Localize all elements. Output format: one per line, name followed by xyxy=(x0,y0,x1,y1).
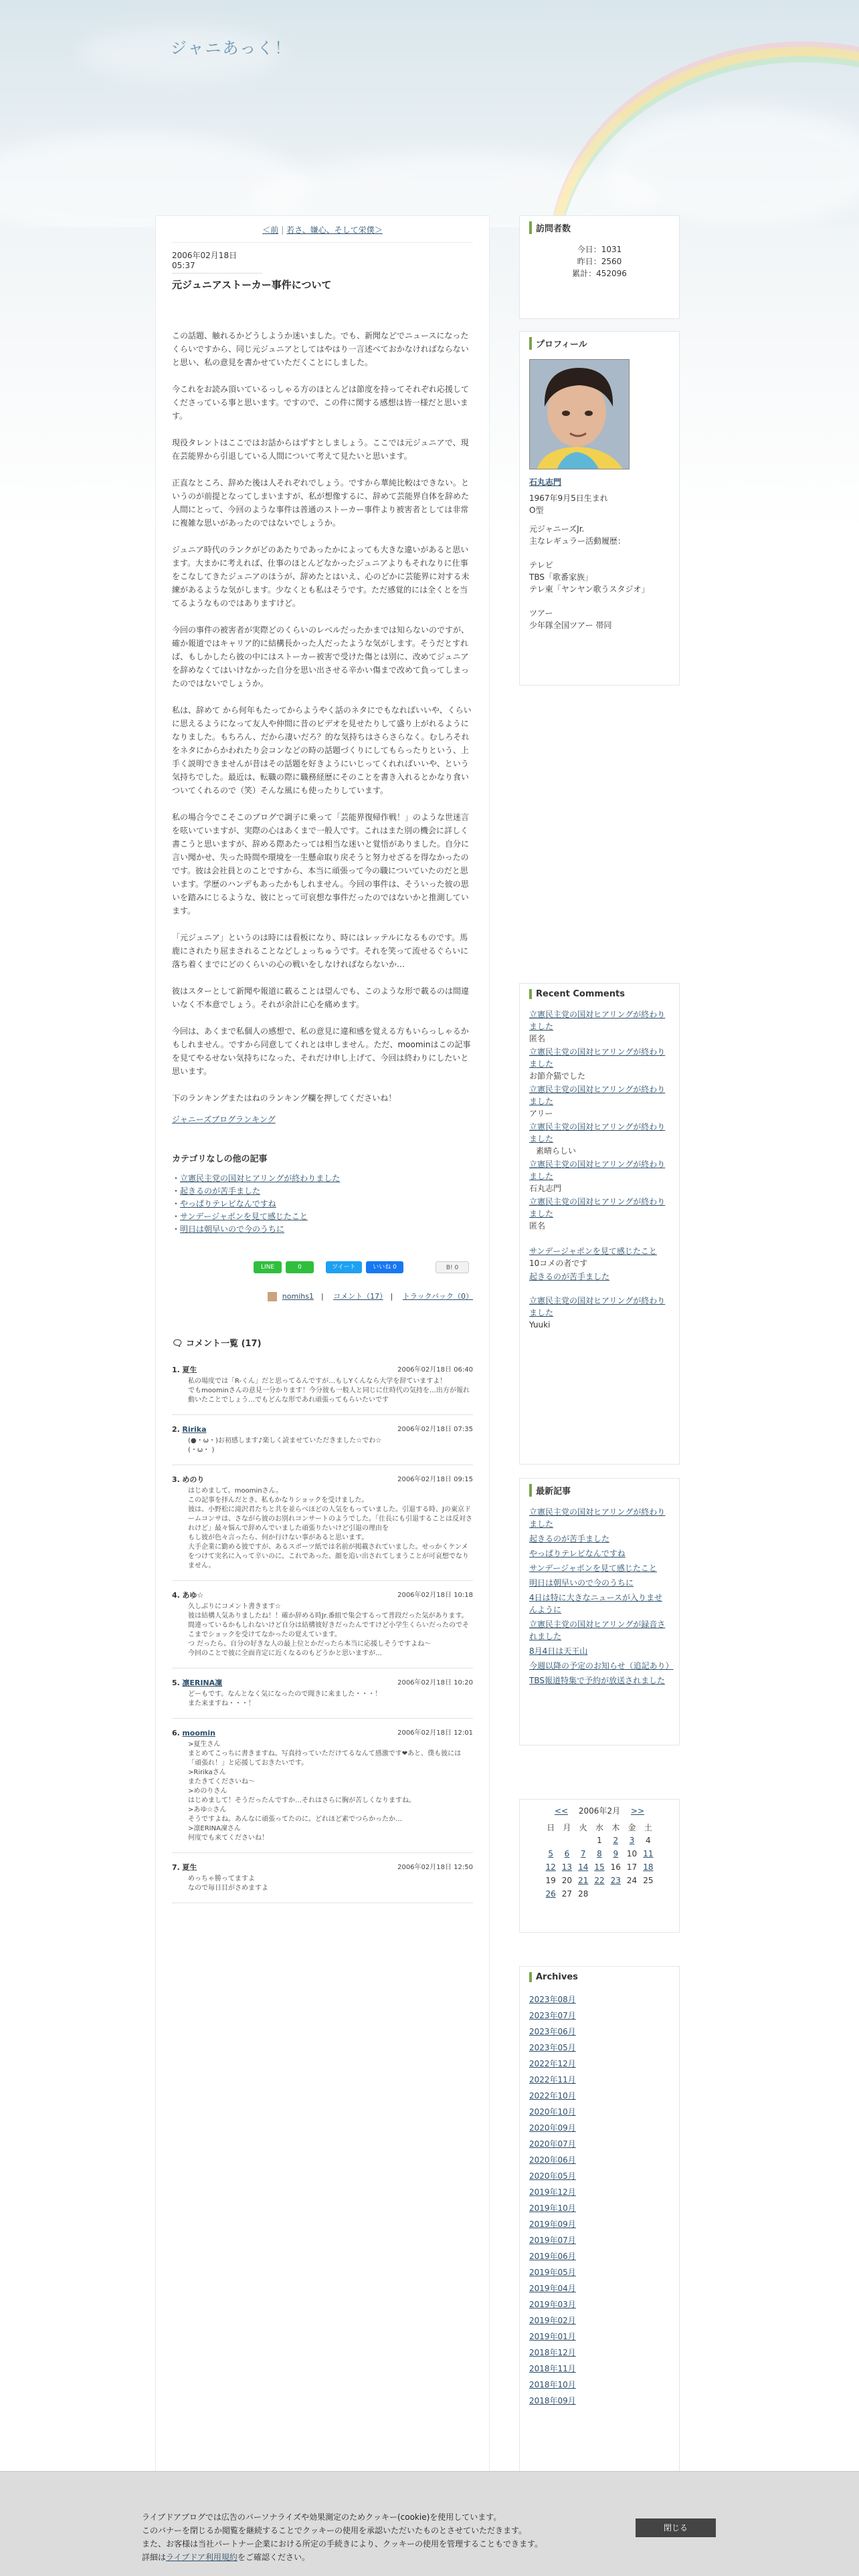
comment-date: 2006年02月18日 10:20 xyxy=(397,1679,473,1687)
category-article-link[interactable]: 立憲民主党の国対ヒアリングが終わりました xyxy=(180,1174,341,1183)
archive-link[interactable]: 2022年10月 xyxy=(529,2091,576,2101)
ranking-link[interactable]: ジャニーズブログランキング xyxy=(172,1115,276,1124)
cookie-line-suffix: をご確認ください。 xyxy=(237,2553,310,2562)
cookie-close-button[interactable]: 閉じる xyxy=(636,2518,716,2537)
archive-link[interactable]: 2023年08月 xyxy=(529,1995,576,2004)
calendar-next-link[interactable]: >> xyxy=(630,1806,645,1816)
calendar-day: 4 xyxy=(646,1836,651,1845)
archive-link[interactable]: 2019年12月 xyxy=(529,2187,576,2197)
calendar-day-link[interactable]: 21 xyxy=(578,1876,589,1885)
weekday-label: 火 xyxy=(579,1822,587,1832)
comment xyxy=(172,1469,473,1581)
category-articles xyxy=(172,1152,473,1236)
visits-heading: 訪問者数 xyxy=(529,221,670,234)
cookie-banner xyxy=(0,2471,859,2576)
comment-date: 2006年02月18日 06:40 xyxy=(397,1366,473,1374)
calendar-day-link[interactable]: 2 xyxy=(613,1836,619,1845)
calendar-day-link[interactable]: 26 xyxy=(545,1889,556,1899)
comment xyxy=(172,1673,473,1719)
author-avatar xyxy=(268,1292,277,1301)
recent-comment-author: 匿名 xyxy=(529,1221,546,1230)
calendar-day: 16 xyxy=(610,1862,621,1872)
article-paragraph: 「元ジュニア」というのは時には看板になり、時にはレッテルになるものです。馬鹿にされたり屈まされることなどしょっちゅうです。それを笑って流せるぐらいに落ち着くまでにどのくらいの心の戦いをしなければならないか… xyxy=(172,933,469,969)
category-article-link[interactable]: やっぱりテレビなんですね xyxy=(180,1199,276,1208)
archive-link[interactable]: 2020年10月 xyxy=(529,2107,576,2117)
archive-link[interactable]: 2018年11月 xyxy=(529,2364,576,2373)
article-meta: nomihs1 | コメント（17） | トラックバック（0） xyxy=(172,1291,473,1301)
calendar-day: 10 xyxy=(626,1849,638,1858)
archive-link[interactable]: 2023年07月 xyxy=(529,2011,576,2020)
cookie-line: ライブドアブログでは広告のパーソナライズや効果測定のためクッキー(cookie)を使用しています。 xyxy=(142,2512,502,2522)
visits-yesterday: 昨日：2560 xyxy=(577,257,622,266)
article-body xyxy=(172,329,473,1105)
calendar-day: 17 xyxy=(626,1862,638,1872)
archives-heading: Archives xyxy=(529,1972,670,1982)
article-pager xyxy=(172,216,473,243)
comment-author[interactable]: moomin xyxy=(182,1729,215,1737)
recent-article-link[interactable]: 4日は特に大きなニュースが入りませんように xyxy=(529,1593,663,1614)
comment-date: 2006年02月18日 07:35 xyxy=(397,1426,473,1433)
recent-article-link[interactable]: 明日は朝早いので今のうちに xyxy=(529,1578,634,1588)
recent-comment-author: 石丸志門 xyxy=(529,1184,562,1193)
article-paragraph: 今回の事件の被害者が実際どのくらいのレベルだったかまでは知らないのですが、確か報道ではキャリア的に結構長かった人だったような気がします。そうだとすれば、もしかしたら彼の中にはストーカー被害で受けた傷とは別に、改めてジュニアを辞めなくてはいけなかった自分を思い出させる辛かい傷まで改めて負ってしまったのではないでしょうか。 xyxy=(172,625,470,688)
comment-author[interactable]: 凛ERINA凜 xyxy=(182,1679,223,1687)
calendar-day: 28 xyxy=(578,1889,589,1899)
recent-comments-box xyxy=(519,983,680,1465)
recent-article-link[interactable]: 立憲民主党の国対ヒアリングが録音されました xyxy=(529,1620,666,1641)
recent-comment-link[interactable]: 立憲民主党の国対ヒアリングが終わりました xyxy=(529,1296,666,1317)
comment-number: 1. xyxy=(172,1366,180,1374)
calendar-day-link[interactable]: 11 xyxy=(643,1849,654,1858)
archive-link[interactable]: 2018年09月 xyxy=(529,2396,576,2405)
calendar-box xyxy=(519,1799,680,1933)
archive-link[interactable]: 2019年04月 xyxy=(529,2284,576,2293)
calendar-day xyxy=(624,1887,640,1901)
calendar-day xyxy=(575,1834,591,1847)
header-banner xyxy=(0,0,859,227)
profile-photo[interactable] xyxy=(529,359,630,469)
calendar-day xyxy=(640,1887,656,1901)
archive-link[interactable]: 2023年06月 xyxy=(529,2027,576,2036)
comment-number: 3. xyxy=(172,1475,180,1484)
comment-author: めのり xyxy=(182,1475,205,1484)
recent-comment-author: お節介猫でした xyxy=(529,1071,586,1081)
recent-comments-list xyxy=(529,1008,670,1331)
comment-number: 5. xyxy=(172,1679,180,1687)
comments-heading xyxy=(172,1336,473,1349)
recent-comment-link[interactable]: 立憲民主党の国対ヒアリングが終わりました xyxy=(529,1122,666,1144)
recent-comment-link[interactable]: 立憲民主党の国対ヒアリングが終わりました xyxy=(529,1160,666,1181)
recent-comment-author: 10コメの者です xyxy=(529,1259,588,1268)
comment xyxy=(172,1360,473,1415)
recent-comment-link[interactable]: 起きるのが苦手ました xyxy=(529,1272,610,1281)
recent-comments-heading: Recent Comments xyxy=(529,989,670,999)
article-paragraph: この話題、触れるかどうしようか迷いました。でも、新聞などでニュースになったくらいですから、同じ元ジュニアとしてはやはり一言述べておかなければならないと思い、私の意見を書かせていただくことにしました。 xyxy=(172,331,469,367)
comment xyxy=(172,1857,473,1903)
recent-comment-link[interactable]: サンデージャポンを見て感じたこと xyxy=(529,1247,657,1256)
cookie-line xyxy=(142,2551,543,2564)
calendar-grid xyxy=(543,1820,656,1901)
recent-comment-author: アリー xyxy=(529,1109,553,1118)
cookie-text xyxy=(142,2510,543,2564)
recent-article-link[interactable]: サンデージャポンを見て感じたこと xyxy=(529,1564,657,1573)
calendar-header xyxy=(543,1805,656,1816)
comment xyxy=(172,1585,473,1669)
weekday-label: 土 xyxy=(644,1822,652,1832)
calendar-day xyxy=(607,1887,624,1901)
archive-link[interactable]: 2019年05月 xyxy=(529,2268,576,2277)
comment-author: 夏生 xyxy=(182,1366,197,1374)
archive-link[interactable]: 2020年07月 xyxy=(529,2139,576,2149)
archive-link[interactable]: 2019年03月 xyxy=(529,2300,576,2309)
comment-text: 私の場度では「R-くん」だと思ってるんですが…もしYくんなら大学を辞ていますよ！ でもmoominさんの意見一分かります！今分彼も一般人と同じに仕時代の気持を…出方が報れ動いたことでしょう…でもどんな形であれ頑張ってもらいたいです xyxy=(188,1378,470,1404)
cookie-line: また、お客様は当社パートナー企業における所定の手続きにより、クッキーの使用を管理することもできます。 xyxy=(142,2539,543,2549)
comment-date: 2006年02月18日 12:50 xyxy=(397,1864,473,1871)
profile-born: 1967年9月5日生まれ xyxy=(529,494,608,503)
line-share-button[interactable]: LINE xyxy=(254,1261,282,1273)
calendar-day-link[interactable]: 15 xyxy=(594,1862,605,1872)
next-article-link[interactable]: 若さ、嫌心、そして栄僕＞ xyxy=(286,225,383,235)
recent-article-link[interactable]: 起きるのが苦手ました xyxy=(529,1534,610,1543)
archives-box xyxy=(519,1966,680,2474)
recent-comment-link[interactable]: 立憲民主党の国対ヒアリングが終わりました xyxy=(529,1047,666,1069)
visits-today: 今日：1031 xyxy=(577,245,622,254)
comment-text: めっちゃ勝ってますよ なので毎日目がさめますよ xyxy=(188,1875,268,1892)
calendar-day-link[interactable]: 13 xyxy=(561,1862,573,1872)
weekday-label: 日 xyxy=(547,1822,555,1832)
article-paragraph: 今これをお読み頂いているっしゃる方のほとんどは節度を持ってそれぞれ応援してくださっている事と思います。ですので、この件に関する感想は皆一様だと思います。 xyxy=(172,385,470,421)
calendar-day-link[interactable]: 14 xyxy=(578,1862,589,1872)
profile-name[interactable]: 石丸志門 xyxy=(529,477,562,487)
recent-comment-link[interactable]: 立憲民主党の国対ヒアリングが終わりました xyxy=(529,1010,666,1031)
author-link[interactable]: nomihs1 xyxy=(282,1292,314,1301)
prev-article-link[interactable]: ＜前 xyxy=(262,225,279,235)
article-paragraph: 私の場合今でこそこのブログで調子に乗って「芸能界復帰作戦！」のような世迷言を呟いていますが、実際の心はあくまで一般人です。これはまた別の機会に詳しく書こうと思いますが、辞める際あたっては相当な迷いと覚悟がありました。自分に言い聞かせ、失った時間や環境を一生懸命取り戻そうと努力せざるを得なかったのです。彼は会社員とのことですから、本当に頑張って今の職についていたのだと思います。学歴のハンデもあったかもしれません。今回の事件は、そういった彼の思いを踏みにじるような、彼にとって可哀想な事件だったのではないかと推測しています。 xyxy=(172,813,470,916)
calendar-day: 20 xyxy=(561,1876,573,1885)
share-buttons xyxy=(172,1261,473,1276)
article-paragraph: 正直なところ、辞めた後は人それぞれでしょう。ですから華純比較はできない。というのが前提となってしまいますが、私が想像するに、辞めて芸能界自体を辞めた人間にとって、今回のような事件は普通のストーカー事件より被害者としては非常に複雑な思いがあったのではないでしょうか。 xyxy=(172,478,470,528)
calendar-day-link[interactable]: 22 xyxy=(594,1876,605,1885)
calendar-day-link[interactable]: 7 xyxy=(580,1849,586,1858)
comment-text: はじめまして。moominさん。 この記事を拝んだとき、私もかなりショックを受けました。 彼は、小野松に滝沢君たちと共を並らべほどの人気をもっていました。引退する時、Jの東京ドームコンサは、さながら彼のお別れコンサートのようでした。「仕長にも引退することは反対されけど」最々悩んで辞めんでいました頑張りたいけど引退の理由を もし彼が色々言ったら、何か行けない事があると思います。 大手企業に勤める彼ですが、あるスポーツ紙では名前が掲載されていました。せっかくケンメをつけて実名に入って辛いのに。これであった、顔を追い出されてしまうことが可哀想でなりません。 xyxy=(188,1487,472,1570)
site-title[interactable]: ジャニあっく！ xyxy=(171,39,292,58)
recent-article-link[interactable]: TBS報道特集で予約が放送されました xyxy=(529,1676,665,1685)
recent-article-link[interactable]: 今週以降の予定のお知らせ（追記あり） xyxy=(529,1661,674,1671)
calendar-title: 2006年2月 xyxy=(578,1806,621,1816)
article-paragraph: ジュニア時代のランクがどのあたりであったかによっても大きな違いがあると思います。大まかに考えれば、仕事のほとんどなかったジュニアよりもそれなりに仕事をこなしてきたジュニアのほうが、辞めたとはいえ、心のどかに芸能界に対する未練があるような気がします。少なくとも私はそうです。ただ感覚的には全くとを当てるようなものではありますけど。 xyxy=(172,545,470,608)
archive-link[interactable]: 2022年12月 xyxy=(529,2059,576,2068)
calendar xyxy=(543,1805,656,1901)
recent-comment-author: 匿名 xyxy=(529,1034,546,1043)
visits-box xyxy=(519,215,680,319)
comment-author: あゆ☆ xyxy=(182,1591,204,1600)
comment-icon: 🗨 xyxy=(172,1339,183,1349)
calendar-day-link[interactable]: 5 xyxy=(548,1849,553,1858)
category-article-link[interactable]: サンデージャポンを見て感じたこと xyxy=(180,1212,308,1221)
article-paragraph: 今回は、あくまで私個人の感想で、私の意見に違和感を覚える方もいらっしゃるかもしれません。ですから同意してくれとは申しません。ただ、moominはこの記事を見てやるせない気持ちになった、それだけ申し上げて、今回は終わりにしたいと思います。 xyxy=(172,1027,471,1076)
archive-link[interactable]: 2023年05月 xyxy=(529,2043,576,2052)
comment-date: 2006年02月18日 09:15 xyxy=(397,1476,473,1483)
calendar-day-link[interactable]: 3 xyxy=(629,1836,635,1845)
archive-link[interactable]: 2018年12月 xyxy=(529,2348,576,2357)
calendar-day: 24 xyxy=(626,1876,638,1885)
comment-number: 2. xyxy=(172,1425,180,1434)
recent-article-link[interactable]: 立憲民主党の国対ヒアリングが終わりました xyxy=(529,1507,666,1529)
calendar-day-link[interactable]: 8 xyxy=(597,1849,602,1858)
cookie-line-prefix: 詳細は xyxy=(142,2553,167,2562)
archive-link[interactable]: 2019年01月 xyxy=(529,2332,576,2341)
calendar-day: 1 xyxy=(597,1836,602,1845)
archives-list xyxy=(529,1992,670,2409)
comments-section xyxy=(172,1336,473,1903)
archive-link[interactable]: 2019年10月 xyxy=(529,2204,576,2213)
comment xyxy=(172,1723,473,1853)
terms-link[interactable]: ライブドア利用規約 xyxy=(166,2553,237,2562)
weekday-label: 木 xyxy=(611,1822,620,1832)
profile-box xyxy=(519,331,680,685)
comment xyxy=(172,1419,473,1465)
comments-heading-text: コメント一覧 (17) xyxy=(186,1339,262,1349)
cookie-line: このバナーを閉じるか閲覧を継続することでクッキーの使用を承認いただいたものとさせていただきます。 xyxy=(142,2526,527,2535)
profile-desc: 元ジャニーズJr. 主なレギュラー活動履歴： テレビ TBS「歌番家族」 テレ東「ヤンヤン歌うスタジオ」 ツアー 少年隊全国ツアー 帯同 xyxy=(529,524,650,630)
calendar-prev-link[interactable]: << xyxy=(554,1806,569,1816)
calendar-day: 19 xyxy=(545,1876,556,1885)
archive-link[interactable]: 2019年06月 xyxy=(529,2252,576,2261)
archive-link[interactable]: 2018年10月 xyxy=(529,2380,576,2389)
comment-author: 夏生 xyxy=(182,1863,197,1872)
calendar-day: 27 xyxy=(561,1889,573,1899)
comment-number: 4. xyxy=(172,1591,180,1600)
comment-text: 久しぶりにコメント書きます☆ 彼は結構人気ありましたね！！確か辞める時Jr.番組で集会するって普段だった気があります。間違っているかもしれないけど自分は結構彼好きだったんですけど小学生くらいだったのでそこまでショックを受けてなかったの覚えています。 つ だったら、自分の好きな人の最上位とかだったら本当に応援しそうですよね〜 今回のことで彼に全面肯定に近くなるのもどうかと思いますが… xyxy=(188,1603,469,1657)
comment-number: 6. xyxy=(172,1729,180,1737)
recent-article-link[interactable]: やっぱりテレビなんですね xyxy=(529,1549,626,1558)
visits-counts xyxy=(529,243,670,280)
article-date: 2006年02月18日 05:37 xyxy=(172,249,262,274)
main-content xyxy=(155,215,490,2569)
hatena-bookmark-button[interactable]: B! 0 xyxy=(436,1261,469,1273)
article-title: 元ジュニアストーカー事件について xyxy=(172,279,332,291)
archive-link[interactable]: 2019年09月 xyxy=(529,2220,576,2229)
calendar-day-link[interactable]: 23 xyxy=(610,1876,621,1885)
article-paragraph: 下のランキングまたはねのランキング欄を押してくださいね！ xyxy=(172,1093,397,1103)
calendar-day: 25 xyxy=(643,1876,654,1885)
calendar-day xyxy=(543,1834,559,1847)
archive-link[interactable]: 2020年06月 xyxy=(529,2155,576,2165)
archive-link[interactable]: 2020年09月 xyxy=(529,2123,576,2133)
profile-blood: O型 xyxy=(529,506,544,515)
like-button[interactable]: いいね 0 xyxy=(366,1261,403,1273)
comment-date: 2006年02月18日 10:18 xyxy=(397,1592,473,1599)
weekday-label: 金 xyxy=(628,1822,636,1832)
recent-comment-link[interactable]: 立憲民主党の国対ヒアリングが終わりました xyxy=(529,1197,666,1218)
calendar-day xyxy=(559,1834,575,1847)
article-paragraph: 私は、辞めて から何年もたってからようやく話のネタにでもなればいいや、くらいに思えるようになって友人や仲間に昔のビデオを見せたりして盛り上がれるようになりました。もちろん、だから凄いだろ？的な気持ちはさらさらなく。むしろそれをネタにからかわれたり会コンなどの時の話題づくりにしてもらったりという、上手く説明できませんが昔はその話題を好きようにいじってくれればいいや、という気持ちでした。最近は、転職の際に職務経歴にそのことを書き入れるとかなり食いついてくれるので（笑）そんな風にも使ったりしています。 xyxy=(172,706,472,795)
profile-photo-image xyxy=(530,360,630,469)
article-paragraph: 彼はスターとして新聞や報道に載ることは望んでも、このような形で載るのは間違いなく不本意でしょう。それが余計に心を痛めます。 xyxy=(172,986,470,1009)
trackback-link[interactable]: トラックバック（0） xyxy=(402,1292,473,1301)
comment-date: 2006年02月18日 12:01 xyxy=(397,1729,473,1737)
category-article-link[interactable]: 起きるのが苦手ました xyxy=(180,1186,261,1196)
archive-link[interactable]: 2022年11月 xyxy=(529,2075,576,2084)
calendar-day-link[interactable]: 18 xyxy=(643,1862,654,1872)
recent-comment-author: 素晴らしい xyxy=(536,1146,577,1156)
recent-article-link[interactable]: 8月4日は天王山 xyxy=(529,1646,588,1656)
comment-author[interactable]: Ririka xyxy=(182,1425,207,1434)
archive-link[interactable]: 2019年07月 xyxy=(529,2236,576,2245)
recent-articles-box xyxy=(519,1478,680,1745)
recent-articles-list xyxy=(529,1506,674,1687)
calendar-day xyxy=(591,1887,607,1901)
comment-text: >夏生さん まとめてこっちに書きますね。写真持っていただけてるなんて感激です❤あと、僕も彼には「頑張れ！」と応援しておきたいです。 >Ririkaさん またきてくださいね〜 >めのりさん はじめまして！そうだったんですか…それはさらに胸が苦しくなりますね。 >あゆ☆さん そうですよね。あんなに頑張ってたのに。どれほど素でつらかったか… >凛ERINA凜さん 何度でも来てくださいね！ xyxy=(188,1741,462,1842)
calendar-day-link[interactable]: 9 xyxy=(613,1849,619,1858)
tweet-button[interactable]: ツイート xyxy=(326,1261,362,1273)
weekday-label: 月 xyxy=(563,1822,571,1832)
rainbow-decoration xyxy=(549,47,859,227)
category-heading: カテゴリなしの他の記事 xyxy=(172,1154,268,1164)
calendar-day-link[interactable]: 6 xyxy=(564,1849,570,1858)
recent-comment-link[interactable]: 立憲民主党の国対ヒアリングが終わりました xyxy=(529,1085,666,1106)
article-paragraph: 現役タレントはここではお話からはずすとしましょう。ここでは元ジュニアで、現在芸能界から引退している人間について考えて見たいと思います。 xyxy=(172,438,469,461)
archive-link[interactable]: 2020年05月 xyxy=(529,2171,576,2181)
visits-total: 累計：452096 xyxy=(572,269,627,278)
archive-link[interactable]: 2019年02月 xyxy=(529,2316,576,2325)
comment-text: どーもです。なんとなく気になったので聞きに来ました・・・！ また来ますね・・・！ xyxy=(188,1691,382,1707)
profile-heading: プロフィール xyxy=(529,337,670,350)
weekday-label: 水 xyxy=(595,1822,603,1832)
pager-separator: | xyxy=(281,225,284,235)
comment-text: (●・ω・)お初感します♪楽しく読ませていただきました☆でわ☆ (・ω・ ) xyxy=(188,1437,382,1454)
calendar-day-link[interactable]: 12 xyxy=(545,1862,556,1872)
comments-link[interactable]: コメント（17） xyxy=(333,1292,383,1301)
line-count-button[interactable]: 0 xyxy=(286,1261,314,1273)
category-article-link[interactable]: 明日は朝早いので今のうちに xyxy=(180,1224,285,1234)
recent-comment-author: Yuuki xyxy=(529,1320,551,1329)
recent-articles-heading: 最新記事 xyxy=(529,1484,670,1497)
comment-number: 7. xyxy=(172,1863,180,1872)
